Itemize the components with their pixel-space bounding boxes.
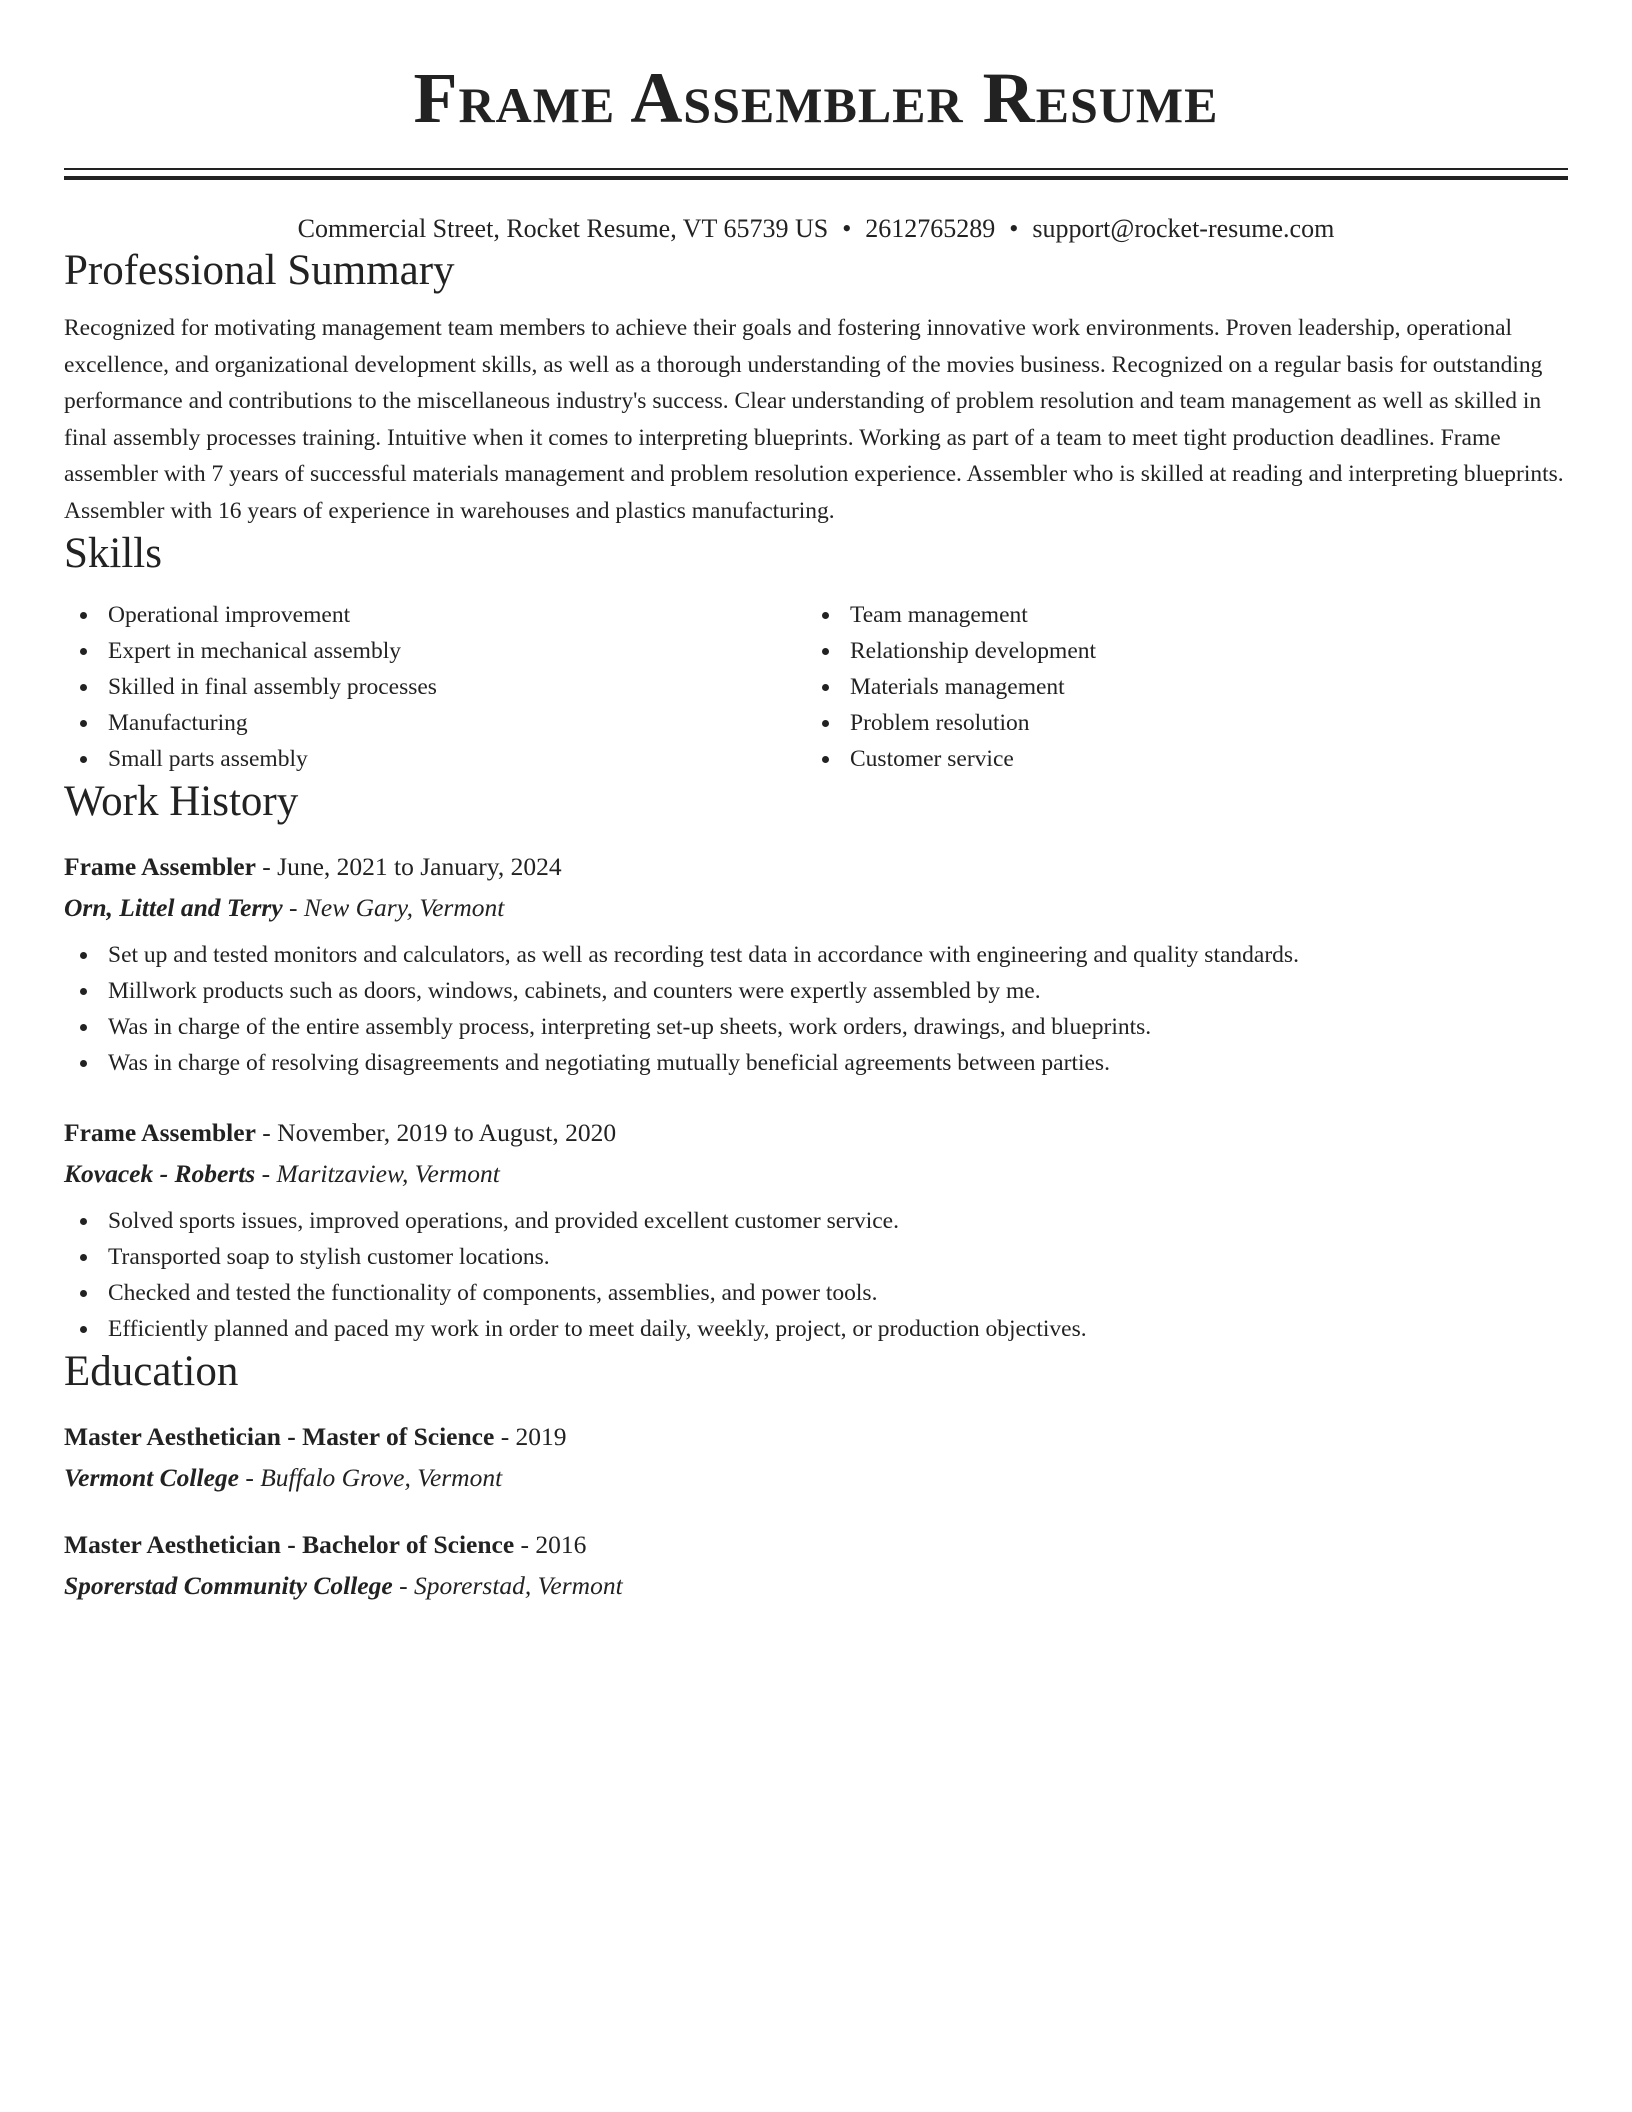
contact-line <box>64 212 1568 246</box>
education-degree: Master Aesthetician - Bachelor of Science <box>64 1530 515 1559</box>
resume-title: Frame Assembler Resume <box>413 58 1219 138</box>
job-entry <box>64 1115 1568 1347</box>
education-institution <box>64 1459 1568 1497</box>
job-title: Frame Assembler <box>64 852 256 881</box>
job-dates: - June, 2021 to January, 2024 <box>255 852 562 881</box>
skill-item: Manufacturing <box>64 705 806 741</box>
job-duties <box>64 937 1568 1081</box>
skills-list-right <box>806 597 1548 777</box>
skills-heading: Skills <box>64 530 162 577</box>
skill-item: Operational improvement <box>64 597 806 633</box>
summary-heading: Professional Summary <box>64 247 455 294</box>
education-location: - Sporerstad, Vermont <box>392 1571 623 1600</box>
skill-item: Expert in mechanical assembly <box>64 633 806 669</box>
job-location: - Maritzaview, Vermont <box>255 1159 500 1188</box>
skill-item: Relationship development <box>806 633 1548 669</box>
job-duty: Was in charge of resolving disagreements and negotiating mutually beneficial agreements between parties. <box>64 1045 1568 1081</box>
job-duty: Set up and tested monitors and calculators, as well as recording test data in accordance with engineering and quality standards. <box>64 937 1568 973</box>
education-year: - 2019 <box>494 1422 567 1451</box>
education-degree: Master Aesthetician - Master of Science <box>64 1422 495 1451</box>
job-header <box>64 849 1568 885</box>
job-company: Orn, Littel and Terry <box>64 893 283 922</box>
education-school: Vermont College <box>64 1463 239 1492</box>
job-duty: Checked and tested the functionality of components, assemblies, and power tools. <box>64 1275 1568 1311</box>
education-header <box>64 1419 1568 1455</box>
skill-item: Small parts assembly <box>64 741 806 777</box>
contact-separator: • <box>1009 214 1019 243</box>
job-duty: Efficiently planned and paced my work in order to meet daily, weekly, project, or production objectives. <box>64 1311 1568 1347</box>
summary-text: Recognized for motivating management team members to achieve their goals and fostering innovative work environments. Proven leadership, operational excellence, and organizational development skills, as well as a thorough understanding of the movies business. Recognized on a regular basis for outstanding performance and contributions to the miscellaneous industry's success. Clear understanding of problem resolution and team management as well as skilled in final assembly processes training. Intuitive when it comes to interpreting blueprints. Working as part of a team to meet tight production deadlines. Frame assembler with 7 years of successful materials management and problem resolution experience. Assembler who is skilled at reading and interpreting blueprints. Assembler with 16 years of experience in warehouses and plastics manufacturing. <box>64 315 1564 524</box>
contact-email: support@rocket-resume.com <box>1032 214 1335 243</box>
skill-item: Team management <box>806 597 1548 633</box>
work-history-heading: Work History <box>64 778 299 825</box>
job-employer <box>64 1155 1568 1193</box>
job-header <box>64 1115 1568 1151</box>
education-school: Sporerstad Community College <box>64 1571 393 1600</box>
job-duty: Transported soap to stylish customer locations. <box>64 1239 1568 1275</box>
skill-item: Skilled in final assembly processes <box>64 669 806 705</box>
contact-address: Commercial Street, Rocket Resume, VT 65739 US <box>297 214 829 243</box>
contact-separator: • <box>842 214 852 243</box>
job-duty: Solved sports issues, improved operations, and provided excellent customer service. <box>64 1203 1568 1239</box>
education-entry <box>64 1527 1568 1605</box>
job-location: - New Gary, Vermont <box>282 893 505 922</box>
job-entry <box>64 849 1568 1081</box>
skill-item: Materials management <box>806 669 1548 705</box>
job-duty: Millwork products such as doors, windows, cabinets, and counters were expertly assembled by me. <box>64 973 1568 1009</box>
job-title: Frame Assembler <box>64 1118 256 1147</box>
education-location: - Buffalo Grove, Vermont <box>238 1463 503 1492</box>
job-duty: Was in charge of the entire assembly process, interpreting set-up sheets, work orders, drawings, and blueprints. <box>64 1009 1568 1045</box>
job-dates: - November, 2019 to August, 2020 <box>255 1118 617 1147</box>
contact-phone: 2612765289 <box>865 214 996 243</box>
education-year: - 2016 <box>514 1530 587 1559</box>
skill-item: Problem resolution <box>806 705 1548 741</box>
job-duties <box>64 1203 1568 1347</box>
education-header <box>64 1527 1568 1563</box>
skills-list-left <box>64 597 806 777</box>
title-divider <box>64 168 1568 180</box>
skill-item: Customer service <box>806 741 1548 777</box>
education-institution <box>64 1567 1568 1605</box>
job-company: Kovacek - Roberts <box>64 1159 256 1188</box>
skills-columns <box>64 597 1568 777</box>
education-entry <box>64 1419 1568 1497</box>
job-employer <box>64 889 1568 927</box>
education-heading: Education <box>64 1348 239 1395</box>
